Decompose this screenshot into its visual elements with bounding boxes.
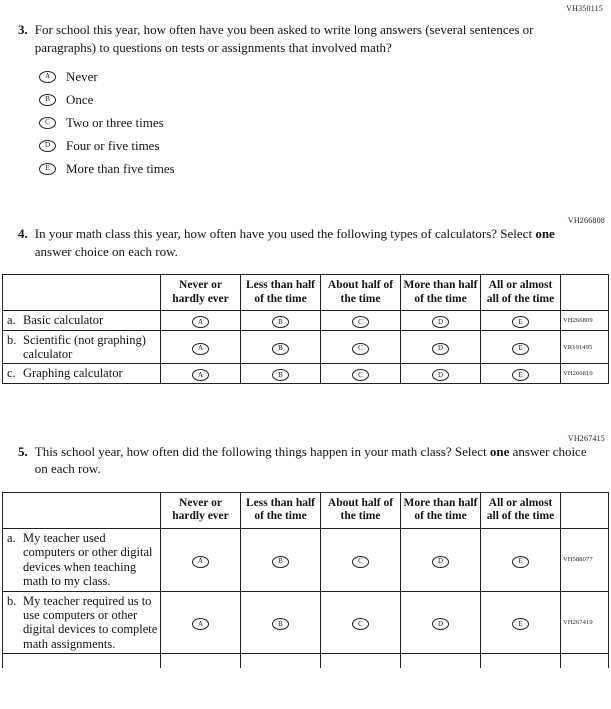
q5-answers-table [2, 492, 609, 668]
answer-bubble[interactable]: A [192, 316, 209, 328]
row-label-cell [3, 529, 161, 592]
option-bubble[interactable]: A [39, 71, 56, 83]
row-label: My teacher required us to use computers or other digital devices to complete math assignments. [23, 593, 158, 651]
answer-bubble[interactable]: D [432, 343, 449, 355]
question-4-code: VH266808 [567, 216, 605, 226]
option-bubble[interactable]: B [39, 94, 56, 106]
option-row [39, 111, 611, 134]
row-code: VR191495 [561, 330, 609, 364]
column-header: About half of the time [321, 275, 401, 311]
column-header: About half of the time [321, 492, 401, 528]
answer-bubble[interactable]: C [352, 343, 369, 355]
question-5-code: VH267415 [567, 433, 605, 443]
question-text-bold: one [489, 443, 510, 459]
column-header: Never or hardly ever [161, 275, 241, 311]
question-text-after: answer choice on each row. [34, 443, 587, 477]
question-number: 3. [18, 22, 28, 37]
row-label-cell [3, 330, 161, 364]
column-header: Never or hardly ever [161, 492, 241, 528]
row-label-cell [3, 591, 161, 654]
answer-bubble[interactable]: D [432, 369, 449, 381]
question-text [35, 443, 587, 478]
row-label: Graphing calculator [23, 366, 123, 381]
row-letter: a. [7, 531, 16, 546]
answer-bubble[interactable]: E [512, 618, 529, 630]
table-row [3, 311, 609, 330]
question-text-before: In your math class this year, how often have you used the following types of calculators? Select [34, 226, 536, 242]
option-bubble[interactable]: D [39, 140, 56, 152]
header-empty-cell [3, 275, 161, 311]
option-row [39, 157, 611, 180]
row-label: Scientific (not graphing) calculator [23, 332, 146, 362]
answer-bubble[interactable]: B [272, 556, 289, 568]
option-label: Never [66, 68, 98, 84]
column-header: All or almost all of the time [481, 275, 561, 311]
table-row-partial [3, 654, 609, 668]
row-letter: a. [7, 313, 16, 328]
row-code: VH588077 [561, 529, 609, 592]
row-label-cell [3, 311, 161, 330]
table-row [3, 591, 609, 654]
option-bubble[interactable]: E [39, 163, 56, 175]
answer-bubble[interactable]: D [432, 556, 449, 568]
q4-answers-table [2, 274, 609, 384]
option-row [39, 65, 611, 88]
row-label: My teacher used computers or other digital devices when teaching math to my class. [23, 531, 153, 589]
answer-bubble[interactable]: B [272, 343, 289, 355]
question-number: 5. [18, 443, 28, 459]
answer-bubble[interactable]: C [352, 316, 369, 328]
question-text: For school this year, how often have you been asked to write long answers (several sentences or paragraphs) to questions on tests or assignments that involved math? [34, 22, 534, 55]
header-row [3, 492, 609, 528]
answer-bubble[interactable]: B [272, 369, 289, 381]
answer-bubble[interactable]: E [512, 316, 529, 328]
page-code: VH350115 [566, 4, 603, 13]
row-letter: b. [7, 332, 17, 347]
question-text [35, 225, 587, 260]
column-header: Less than half of the time [241, 492, 321, 528]
answer-bubble[interactable]: C [352, 369, 369, 381]
row-label-cell [3, 364, 161, 383]
answer-bubble[interactable]: E [512, 369, 529, 381]
answer-bubble[interactable]: B [272, 316, 289, 328]
header-code-cell [561, 275, 609, 311]
option-row [39, 88, 611, 111]
option-label: More than five times [66, 160, 175, 176]
answer-bubble[interactable]: A [192, 369, 209, 381]
question-text-before: This school year, how often did the following things happen in your math class? Select [34, 443, 490, 459]
table-row [3, 529, 609, 592]
row-label: Basic calculator [23, 313, 104, 328]
header-code-cell [561, 492, 609, 528]
option-bubble[interactable]: C [39, 117, 56, 129]
column-header: Less than half of the time [241, 275, 321, 311]
table-row [3, 364, 609, 383]
answer-bubble[interactable]: B [272, 618, 289, 630]
row-code: VH266809 [561, 311, 609, 330]
question-5 [18, 443, 597, 478]
answer-bubble[interactable]: A [192, 556, 209, 568]
row-letter: c. [7, 366, 16, 381]
header-empty-cell [3, 492, 161, 528]
question-3 [18, 21, 597, 56]
column-header: All or almost all of the time [481, 492, 561, 528]
question-number: 4. [18, 226, 28, 242]
question-4 [18, 225, 597, 260]
row-code: VH266810 [561, 364, 609, 383]
column-header: More than half of the time [401, 492, 481, 528]
answer-bubble[interactable]: A [192, 343, 209, 355]
answer-bubble[interactable]: E [512, 556, 529, 568]
answer-bubble[interactable]: C [352, 618, 369, 630]
header-row [3, 275, 609, 311]
answer-bubble[interactable]: E [512, 343, 529, 355]
option-label: Four or five times [66, 137, 160, 153]
option-label: Two or three times [66, 114, 164, 130]
row-code: VH267419 [561, 591, 609, 654]
row-letter: b. [7, 593, 17, 608]
question-3-options [39, 65, 611, 180]
answer-bubble[interactable]: D [432, 618, 449, 630]
answer-bubble[interactable]: D [432, 316, 449, 328]
table-row [3, 330, 609, 364]
question-text-bold: one [535, 226, 555, 242]
option-row [39, 134, 611, 157]
answer-bubble[interactable]: C [352, 556, 369, 568]
option-label: Once [66, 91, 94, 107]
answer-bubble[interactable]: A [192, 618, 209, 630]
question-text-after: answer choice on each row. [34, 243, 178, 259]
column-header: More than half of the time [401, 275, 481, 311]
